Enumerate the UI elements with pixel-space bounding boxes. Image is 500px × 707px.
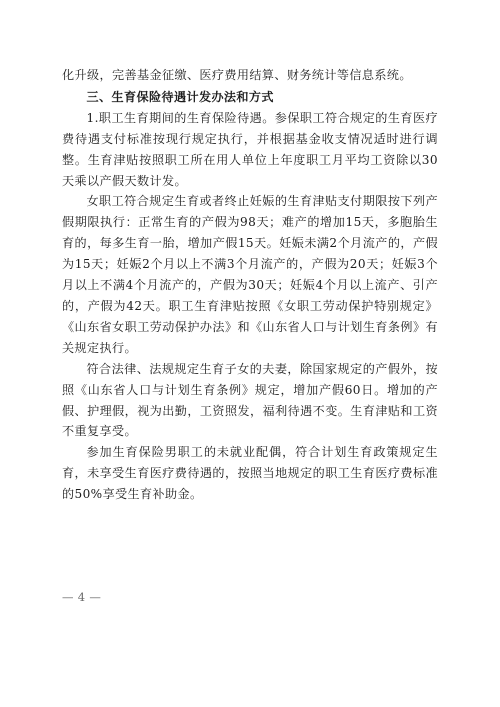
intro-line: 化升级，完善基金征缴、医疗费用结算、财务统计等信息系统。 <box>62 68 412 82</box>
paragraph-maternity-benefits: 1.职工生育期间的生育保险待遇。参保职工符合规定的生育医疗费待遇支付标准按现行规定执行，并根据基金收支情况适时进行调整。生育津贴按照职工所在用人单位上年度职工月平均工资除以30天乘以产假天数计发。 <box>62 110 438 188</box>
paragraph-spouse-subsidy: 参加生育保险男职工的未就业配偶，符合计划生育政策规定生育，未享受生育医疗费待遇的，按照当地规定的职工生育医疗费标准的50%享受生育补助金。 <box>62 445 438 502</box>
paragraph-maternity-leave-periods: 女职工符合规定生育或者终止妊娠的生育津贴支付期限按下列产假期限执行：正常生育的产假为98天；难产的增加15天，多胞胎生育的，每多生育一胎，增加产假15天。妊娠未满2个月流产的，产假为15天；妊娠2个月以上不满3个月流产的，产假为20天；妊娠3个月以上不满4个月流产的，产假为30天；妊娠4个月以上流产、引产的，产假为42天。职工生育津贴按照《女职工劳动保护特别规定》《山东省女职工劳动保护办法》和《山东省人口与计划生育条例》有关规定执行。 <box>62 194 438 355</box>
section-heading: 三、生育保险待遇计发办法和方式 <box>86 89 274 104</box>
page-number: — 4 — <box>62 590 102 604</box>
document-body <box>62 65 438 505</box>
paragraph-extra-leave: 符合法律、法规规定生育子女的夫妻，除国家规定的产假外，按照《山东省人口与计划生育条例》规定，增加产假60日。增加的产假、护理假，视为出勤，工资照发，福利待遇不变。生育津贴和工资不重复享受。 <box>62 361 438 439</box>
